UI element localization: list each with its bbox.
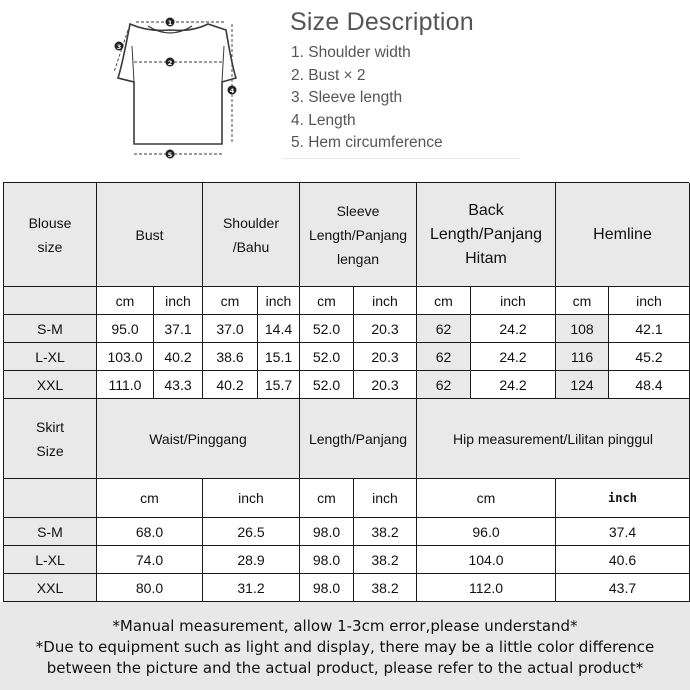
skirt-cell: 28.9 — [203, 546, 300, 574]
blouse-sleeve-header: Sleeve Length/Panjang lengan — [300, 183, 417, 287]
skirt-cell: 43.7 — [556, 574, 690, 602]
blouse-cell: 48.4 — [609, 371, 690, 399]
blouse-hemline-header: Hemline — [556, 183, 690, 287]
skirt-cell: 74.0 — [97, 546, 203, 574]
unit-cell: inch — [609, 287, 690, 315]
unit-cell: cm — [203, 287, 258, 315]
blouse-cell: 24.2 — [471, 371, 556, 399]
disclaimer-footer — [0, 602, 690, 690]
blouse-cell: 62 — [417, 371, 471, 399]
unit-cell: cm — [300, 287, 354, 315]
skirt-row-size: L-XL — [4, 546, 97, 574]
blouse-cell: 124 — [556, 371, 609, 399]
blouse-cell: 37.1 — [154, 315, 203, 343]
blouse-cell: 15.7 — [258, 371, 300, 399]
desc-item-length: 4. Length — [291, 112, 356, 129]
unit-cell: cm — [417, 287, 471, 315]
desc-item-bust: 2. Bust × 2 — [291, 67, 366, 84]
blouse-cell: 38.6 — [203, 343, 258, 371]
skirt-hip-header: Hip measurement/Lilitan pinggul — [417, 399, 690, 479]
blouse-row-size: XXL — [4, 371, 97, 399]
skirt-cell: 98.0 — [300, 518, 354, 546]
unit-cell: cm — [97, 479, 203, 518]
blouse-cell: 24.2 — [471, 315, 556, 343]
skirt-cell: 31.2 — [203, 574, 300, 602]
skirt-cell: 104.0 — [417, 546, 556, 574]
blouse-cell: 95.0 — [97, 315, 154, 343]
size-description-title: Size Description — [290, 8, 474, 36]
disclaimer-line-1: *Manual measurement, allow 1-3cm error,please understand* — [112, 617, 578, 635]
skirt-cell: 38.2 — [354, 546, 417, 574]
skirt-cell: 26.5 — [203, 518, 300, 546]
desc-item-hem: 5. Hem circumference — [291, 134, 443, 151]
blouse-bust-header: Bust — [97, 183, 203, 287]
unit-cell: cm — [97, 287, 154, 315]
marker-4-label: 4 — [229, 87, 235, 95]
blouse-cell: 14.4 — [258, 315, 300, 343]
skirt-cell: 40.6 — [556, 546, 690, 574]
blouse-cell: 52.0 — [300, 371, 354, 399]
skirt-size-header: Skirt Size — [4, 399, 97, 479]
skirt-row-size: XXL — [4, 574, 97, 602]
blouse-cell: 40.2 — [203, 371, 258, 399]
skirt-cell: 112.0 — [417, 574, 556, 602]
unit-cell: inch — [354, 479, 417, 518]
blouse-cell: 111.0 — [97, 371, 154, 399]
blouse-cell: 15.1 — [258, 343, 300, 371]
marker-1-label: 1 — [167, 19, 173, 27]
blouse-cell: 24.2 — [471, 343, 556, 371]
blouse-cell: 43.3 — [154, 371, 203, 399]
unit-cell: cm — [556, 287, 609, 315]
skirt-length-header: Length/Panjang — [300, 399, 417, 479]
blouse-cell: 108 — [556, 315, 609, 343]
blouse-cell: 20.3 — [354, 371, 417, 399]
blouse-cell: 40.2 — [154, 343, 203, 371]
skirt-cell: 98.0 — [300, 546, 354, 574]
disclaimer-line-2: *Due to equipment such as light and display, there may be a little color difference — [35, 638, 655, 656]
unit-cell: inch — [471, 287, 556, 315]
blouse-cell: 116 — [556, 343, 609, 371]
unit-cell: inch — [258, 287, 300, 315]
unit-cell: inch — [203, 479, 300, 518]
blouse-cell: 42.1 — [609, 315, 690, 343]
blouse-cell: 20.3 — [354, 315, 417, 343]
desc-item-sleeve: 3. Sleeve length — [291, 89, 403, 106]
unit-cell: inch — [354, 287, 417, 315]
desc-item-shoulder: 1. Shoulder width — [291, 44, 411, 61]
blouse-back-length-header: Back Length/Panjang Hitam — [417, 183, 556, 287]
unit-cell: cm — [417, 479, 556, 518]
marker-2-label: 2 — [167, 59, 173, 67]
marker-5-label: 5 — [167, 151, 173, 159]
skirt-units-blank — [4, 479, 97, 518]
skirt-cell: 96.0 — [417, 518, 556, 546]
blouse-cell: 37.0 — [203, 315, 258, 343]
blouse-units-blank — [4, 287, 97, 315]
skirt-waist-header: Waist/Pinggang — [97, 399, 300, 479]
blouse-row-size: S-M — [4, 315, 97, 343]
skirt-cell: 68.0 — [97, 518, 203, 546]
skirt-cell: 38.2 — [354, 518, 417, 546]
unit-cell: inch — [556, 479, 690, 518]
disclaimer-line-3: between the picture and the actual product, please refer to the actual product* — [46, 659, 644, 677]
skirt-cell: 38.2 — [354, 574, 417, 602]
blouse-cell: 20.3 — [354, 343, 417, 371]
blouse-size-header: Blouse size — [4, 183, 97, 287]
blouse-cell: 52.0 — [300, 315, 354, 343]
blouse-cell: 45.2 — [609, 343, 690, 371]
blouse-cell: 52.0 — [300, 343, 354, 371]
skirt-row-size: S-M — [4, 518, 97, 546]
unit-cell: inch — [154, 287, 203, 315]
blouse-cell: 103.0 — [97, 343, 154, 371]
skirt-cell: 98.0 — [300, 574, 354, 602]
blouse-cell: 62 — [417, 343, 471, 371]
marker-3-label: 3 — [116, 43, 122, 51]
skirt-cell: 80.0 — [97, 574, 203, 602]
skirt-cell: 37.4 — [556, 518, 690, 546]
blouse-cell: 62 — [417, 315, 471, 343]
blouse-shoulder-header: Shoulder /Bahu — [203, 183, 300, 287]
blouse-row-size: L-XL — [4, 343, 97, 371]
unit-cell: cm — [300, 479, 354, 518]
